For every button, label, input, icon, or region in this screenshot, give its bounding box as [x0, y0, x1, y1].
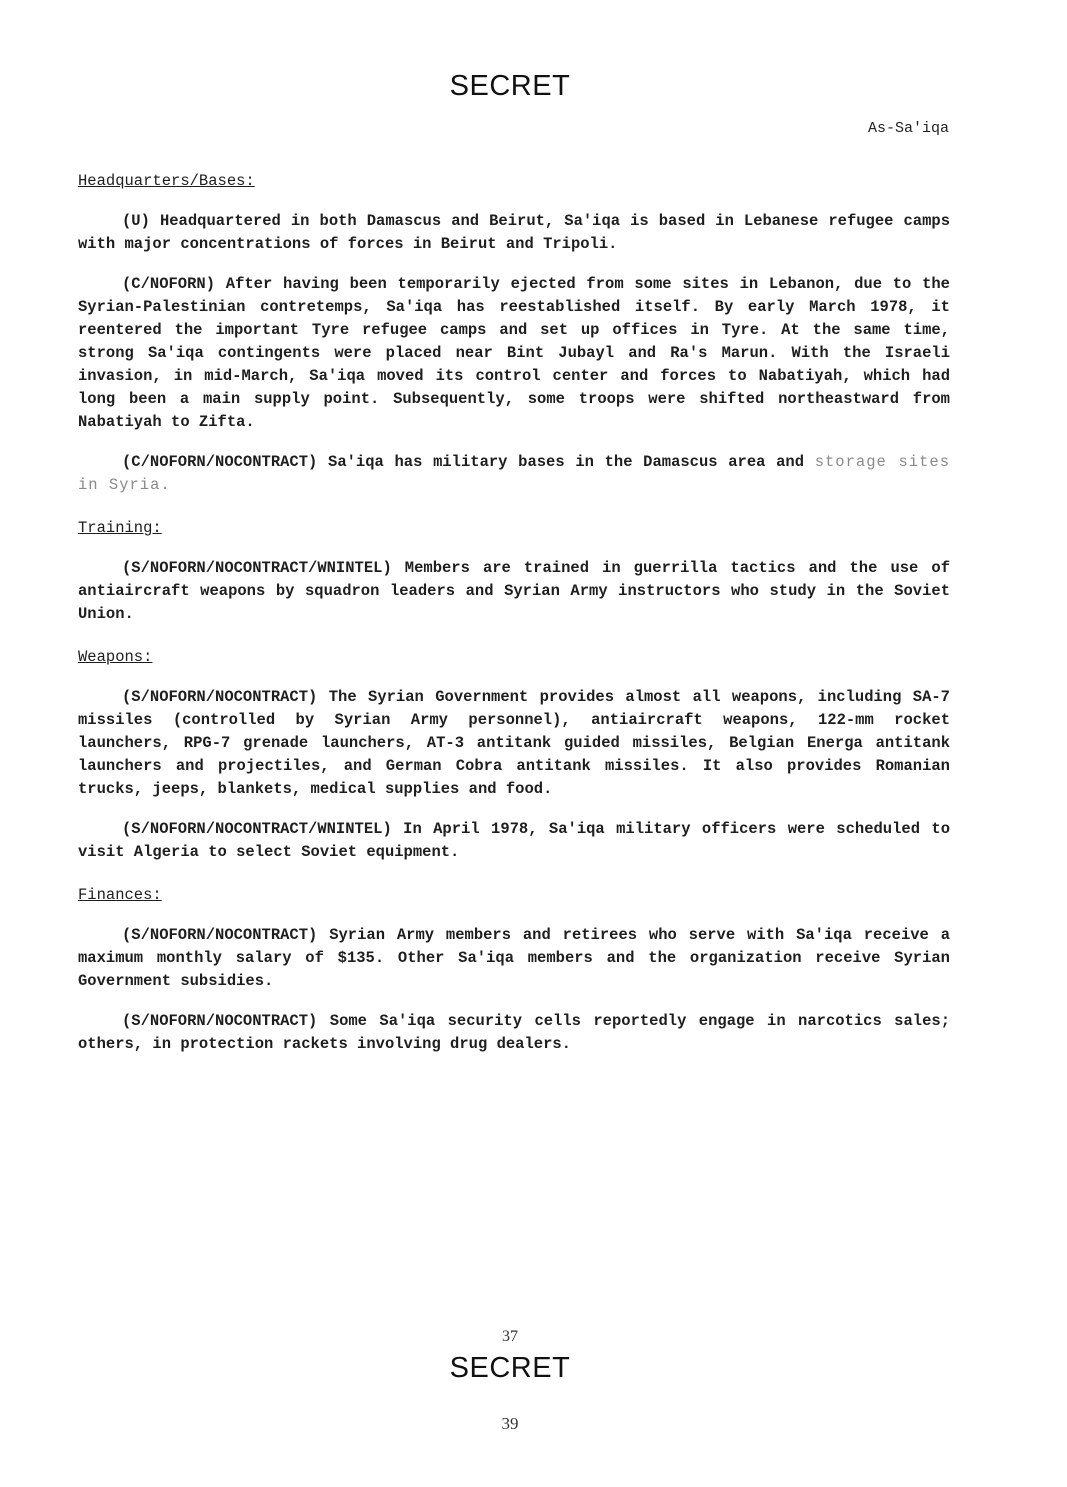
classification-marking: (S/NOFORN/NOCONTRACT) [122, 688, 318, 706]
document-page-number: 37 [502, 1328, 518, 1345]
section-finances [78, 884, 950, 1056]
paragraph [78, 686, 950, 801]
paragraph [78, 210, 950, 256]
classification-top: SECRET [449, 70, 571, 102]
paragraph-text-faint: storage sites in Syria. [78, 453, 950, 494]
section-heading: Headquarters/Bases: [78, 172, 255, 190]
running-head: As-Sa'iqa [867, 120, 949, 137]
paragraph [78, 818, 950, 864]
paragraph-text: The Syrian Government provides almost all weapons, including SA-7 missiles (controlled by Syrian Army personnel), antiaircraft weapons, 122-mm rocket launchers, RPG-7 grenade launchers, AT-3 antitank guided missiles, Belgian Energa antitank launchers and projectiles, and German Cobra antitank missiles. It also provides Romanian trucks, jeeps, blankets, medical supplies and food. [78, 688, 950, 798]
paragraph-text: After having been temporarily ejected from some sites in Lebanon, due to the Syrian-Palestinian contretemps, Sa'iqa has reestablished itself. By early March 1978, it reentered the important Tyre refugee camps and set up offices in Tyre. At the same time, strong Sa'iqa contingents were placed near Bint Jubayl and Ra's Marun. With the Israeli invasion, in mid-March, Sa'iqa moved its control center and forces to Nabatiyah, which had long been a main supply point. Subsequently, some troops were shifted northeastward from Nabatiyah to Zifta. [78, 275, 950, 431]
paragraph [78, 1010, 950, 1056]
classification-bottom: SECRET [449, 1352, 571, 1384]
paragraph-text: Members are trained in guerrilla tactics and the use of antiaircraft weapons by squadron leaders and Syrian Army instructors who study in the Soviet Union. [78, 559, 950, 623]
paragraph-text: Syrian Army members and retirees who serve with Sa'iqa receive a maximum monthly salary of $135. Other Sa'iqa members and the organization receive Syrian Government subsidies. [78, 926, 950, 990]
classification-marking: (U) [122, 212, 150, 230]
paragraph-text: Some Sa'iqa security cells reportedly engage in narcotics sales; others, in protection rackets involving drug dealers. [78, 1012, 950, 1053]
paragraph-text: Headquartered in both Damascus and Beirut, Sa'iqa is based in Lebanese refugee camps with major concentrations of forces in Beirut and Tripoli. [78, 212, 950, 253]
pdf-page-number: 39 [501, 1414, 519, 1433]
section-weapons [78, 646, 950, 864]
paragraph-text: In April 1978, Sa'iqa military officers were scheduled to visit Algeria to select Soviet equipment. [78, 820, 950, 861]
classification-marking: (S/NOFORN/NOCONTRACT) [122, 1012, 318, 1030]
section-training [78, 517, 950, 626]
section-heading: Training: [78, 519, 162, 537]
section-heading: Weapons: [78, 648, 153, 666]
classification-marking: (S/NOFORN/NOCONTRACT) [122, 926, 318, 944]
document-body [78, 170, 950, 1076]
paragraph [78, 273, 950, 434]
classification-marking: (C/NOFORN/NOCONTRACT) [122, 453, 318, 471]
classification-marking: (S/NOFORN/NOCONTRACT/WNINTEL) [122, 820, 392, 838]
paragraph [78, 451, 950, 497]
section-headquarters [78, 170, 950, 497]
paragraph [78, 924, 950, 993]
paragraph [78, 557, 950, 626]
classification-marking: (S/NOFORN/NOCONTRACT/WNINTEL) [122, 559, 392, 577]
paragraph-text: Sa'iqa has military bases in the Damascus area and [328, 453, 805, 471]
section-heading: Finances: [78, 886, 162, 904]
classification-marking: (C/NOFORN) [122, 275, 216, 293]
